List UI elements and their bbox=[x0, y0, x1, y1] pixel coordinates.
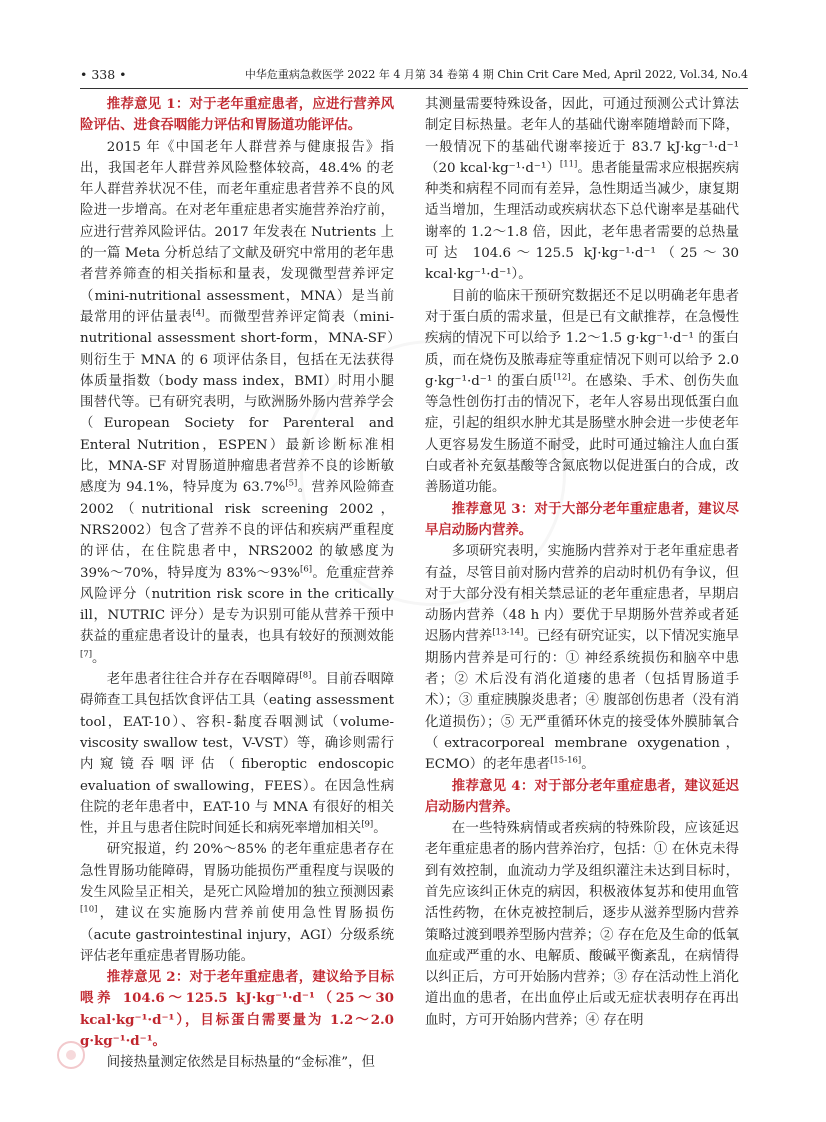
paragraph: 间接热量测定依然是目标热量的“金标准”，但 bbox=[106, 1055, 375, 1071]
recommendation-3: 推荐意见 3：对于大部分老年重症患者，建议尽早启动肠内营养。 bbox=[425, 500, 739, 538]
paragraph: 研究报道，约 20%～85% 的老年重症患者存在急性胃肠功能障碍，胃肠功能损伤严重程度与误吸的发生风险呈正相关，是死亡风险增加的独立预测因素[10]，建议在实施肠内营养前使用急性胃肠损伤（acute gastrointestinal injury，AGI）分级系统评估老年重症患者胃肠功能。 bbox=[80, 842, 394, 964]
flower-seal-icon bbox=[56, 1040, 86, 1070]
recommendation-1: 推荐意见 1：对于老年重症患者，应进行营养风险评估、进食吞咽能力评估和胃肠道功能评估。 bbox=[80, 96, 394, 134]
paragraph: 目前的临床干预研究数据还不足以明确老年患者对于蛋白质的需求量，但是已有文献推荐，在急慢性疾病的情况下可以给予 1.2～1.5 g·kg⁻¹·d⁻¹ 的蛋白质，而在烧伤及脓毒症等重症情况下则可以给予 2.0 g·kg⁻¹·d⁻¹ 的蛋白质[12]。在感染、手术、创伤失血等急性创伤打击的情况下，老年人容易出现低蛋白血症，引起的组织水肿尤其是肠壁水肿会进一步使老年人更容易发生肠道不耐受，此时可通过输注人血白蛋白或者补充氨基酸等含氮底物以促进蛋白的合成，改善肠道功能。 bbox=[425, 288, 739, 496]
paragraph: 其测量需要特殊设备，因此，可通过预测公式计算法制定目标热量。老年人的基础代谢率随增龄而下降，一般情况下的基础代谢率接近于 83.7 kJ·kg⁻¹·d⁻¹（20 kcal·kg⁻¹·d⁻¹）[11]。患者能量需求应根据疾病种类和病程不同而有差异，急性期适当减少，康复期适当增加，生理活动或疾病状态下总代谢率是基础代谢率的 1.2～1.8 倍，因此，老年患者需要的总热量可达 104.6～125.5 kJ·kg⁻¹·d⁻¹（25～30 kcal·kg⁻¹·d⁻¹）。 bbox=[425, 97, 739, 283]
paragraph: 多项研究表明，实施肠内营养对于老年重症患者有益，尽管目前对肠内营养的启动时机仍有争议，但对于大部分没有相关禁忌证的老年重症患者，早期启动肠内营养（48 h 内）要优于早期肠外营养或者延迟肠内营养[13-14]。已经有研究证实，以下情况实施早期肠内营养是可行的：① 神经系统损伤和脑卒中患者；② 术后没有消化道瘘的患者（包括胃肠道手术）；③ 重症胰腺炎患者；④ 腹部创伤患者（没有消化道损伤）；⑤ 无严重循环休克的接受体外膜肺氧合（extracorporeal membrane oxygenation，ECMO）的老年患者[15-16]。 bbox=[425, 544, 740, 773]
recommendation-4: 推荐意见 4：对于部分老年重症患者，建议延迟启动肠内营养。 bbox=[425, 777, 739, 815]
recommendation-2: 推荐意见 2：对于老年重症患者，建议给予目标喂养 104.6～125.5 kJ·kg⁻¹·d⁻¹（25～30 kcal·kg⁻¹·d⁻¹），目标蛋白需要量为 1.2～2.0 g·kg⁻¹·d⁻¹。 bbox=[80, 969, 394, 1050]
paragraph: 老年患者往往合并存在吞咽障碍[8]。目前吞咽障碍筛查工具包括饮食评估工具（eating assessment tool，EAT-10）、容积-黏度吞咽测试（volume-viscosity swallow test，V-VST）等，确诊则需行内窥镜吞咽评估（fiberoptic endoscopic evaluation of swallowing，FEES）。在因急性病住院的老年患者中，EAT-10 与 MNA 有很好的相关性，并且与患者住院时间延长和病死率增加相关[9]。 bbox=[80, 670, 394, 837]
page-number: • 338 • bbox=[80, 67, 127, 82]
paragraph: 在一些特殊病情或者疾病的特殊阶段，应该延迟老年重症患者的肠内营养治疗，包括：① 在休克未得到有效控制，血流动力学及组织灌注未达到目标时，首先应该纠正休克的病因，积极液体复苏和使用血管活性药物，在休克被控制后，逐步从滋养型肠内营养策略过渡到喂养型肠内营养；② 存在危及生命的低氧血症或严重的水、电解质、酸碱平衡紊乱，在病情得以纠正后，方可开始肠内营养；③ 存在活动性上消化道出血的患者，在出血停止后或无症状表明存在再出血时，方可开始肠内营养；④ 存在明 bbox=[425, 821, 739, 1028]
left-column bbox=[80, 94, 394, 1074]
paragraph: 2015 年《中国老年人群营养与健康报告》指出，我国老年人群营养风险整体较高，48.4% 的老年人群营养状况不佳，而老年重症患者营养不良的风险进一步增高。在对老年重症患者实施营养治疗前，应进行营养风险评估。2017 年发表在 Nutrients 上的一篇 Meta 分析总结了文献及研究中常用的老年患者营养筛查的相关指标和量表，发现微型营养评定（mini-nutritional assessment，MNA）是当前最常用的评估量表[4]。而微型营养评定简表（mini-nutritional assessment short-form，MNA-SF）则衍生于 MNA 的 6 项评估条目，包括在无法获得体质量指数（body mass index，BMI）时用小腿围替代等。已有研究表明，与欧洲肠外肠内营养学会（European Society for Parenteral and Enteral Nutrition，ESPEN）最新诊断标准相比，MNA-SF 对胃肠道肿瘤患者营养不良的诊断敏感度为 94.1%，特异度为 63.7%[5]。营养风险筛查 2002（nutritional risk screening 2002，NRS2002）包含了营养不良的评估和疾病严重程度的评估，在住院患者中，NRS2002 的敏感度为 39%～70%，特异度为 83%～93%[6]。危重症营养风险评分（nutrition risk score in the critically ill，NUTRIC 评分）是专为识别可能从营养干预中获益的重症患者设计的量表，也具有较好的预测效能[7]。 bbox=[80, 139, 395, 666]
journal-citation: 中华危重病急救医学 2022 年 4 月第 34 卷第 4 期 Chin Crit Care Med, April 2022, Vol.34, No.4 bbox=[244, 68, 748, 81]
right-column bbox=[425, 94, 739, 1031]
page-header bbox=[80, 66, 748, 89]
